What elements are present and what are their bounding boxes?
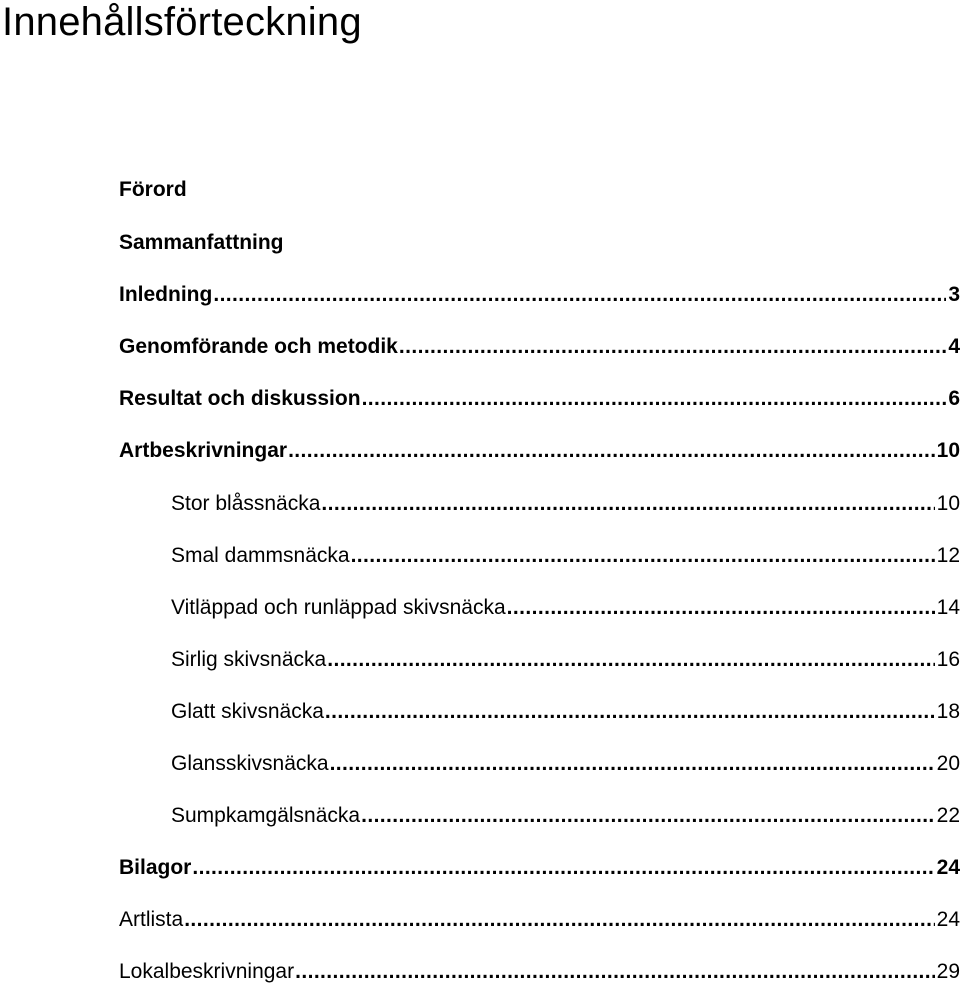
toc-entry-label: Sumpkamgälsnäcka	[171, 804, 361, 827]
toc-entry-label: Resultat och diskussion	[119, 387, 361, 410]
toc-entry-label: Glatt skivsnäcka	[171, 700, 324, 723]
toc-leader-dots	[351, 543, 935, 569]
toc-entry-vitlappad-skivsnacka[interactable]	[171, 595, 960, 621]
toc-entry-artbeskrivningar[interactable]	[119, 438, 960, 464]
toc-leader-dots	[288, 438, 935, 464]
toc-entry-label: Sammanfattning	[119, 231, 284, 254]
toc-page-number: 14	[936, 596, 960, 619]
toc-entry-resultat[interactable]	[119, 386, 960, 412]
toc-leader-dots	[213, 282, 946, 308]
toc-page-number: 10	[936, 492, 960, 515]
toc-leader-dots	[361, 803, 935, 829]
toc-page-number: 3	[948, 283, 960, 306]
toc-page-number: 4	[948, 335, 960, 358]
toc-page-number: 18	[936, 700, 960, 723]
toc-entry-label: Vitläppad och runläppad skivsnäcka	[171, 596, 506, 619]
toc-entry-label: Lokalbeskrivningar	[119, 960, 295, 983]
toc-entry-label: Glansskivsnäcka	[171, 752, 329, 775]
toc-leader-dots	[362, 386, 947, 412]
toc-leader-dots	[184, 907, 934, 933]
toc-page-number: 29	[936, 960, 960, 983]
toc-entry-sirlig-skivsnacka[interactable]	[171, 647, 960, 673]
toc-leader-dots	[325, 699, 935, 725]
toc-entry-label: Genomförande och metodik	[119, 335, 398, 358]
toc-entry-label: Smal dammsnäcka	[171, 544, 350, 567]
toc-entry-label: Förord	[119, 178, 187, 201]
toc-page-number: 24	[936, 908, 960, 931]
toc-page-number: 12	[936, 544, 960, 567]
toc-entry-bilagor[interactable]	[119, 855, 960, 881]
toc-page-number: 24	[936, 856, 960, 879]
toc-page-number: 10	[936, 439, 960, 462]
toc-entry-smal-dammsnacka[interactable]	[171, 543, 960, 569]
toc-entry-label: Bilagor	[119, 856, 192, 879]
toc-page-number: 16	[936, 648, 960, 671]
toc-entry-lokalbeskrivningar[interactable]	[119, 959, 960, 985]
toc-page-number: 6	[948, 387, 960, 410]
toc-page-number: 22	[936, 804, 960, 827]
toc-entry-label: Artlista	[119, 908, 184, 931]
toc-entry-artlista[interactable]	[119, 907, 960, 933]
toc-entry-inledning[interactable]	[119, 282, 960, 308]
toc-entry-glatt-skivsnacka[interactable]	[171, 699, 960, 725]
toc-entry-stor-blassnacka[interactable]	[171, 491, 960, 517]
toc-entry-sumpkamgalsnacka[interactable]	[171, 803, 960, 829]
toc-leader-dots	[327, 647, 934, 673]
toc-entry-sammanfattning[interactable]	[119, 230, 960, 256]
toc-entry-forord[interactable]	[119, 177, 960, 203]
toc-entry-label: Stor blåssnäcka	[171, 492, 321, 515]
toc-entry-label: Sirlig skivsnäcka	[171, 648, 327, 671]
toc-entry-label: Inledning	[119, 283, 213, 306]
toc-leader-dots	[321, 491, 934, 517]
toc-leader-dots	[399, 334, 946, 360]
toc-page-number: 20	[936, 752, 960, 775]
toc-leader-dots	[192, 855, 934, 881]
toc-leader-dots	[330, 751, 935, 777]
toc-leader-dots	[507, 595, 935, 621]
page-title: Innehållsförteckning	[2, 0, 362, 44]
toc-leader-dots	[295, 959, 935, 985]
toc-entry-genomforande[interactable]	[119, 334, 960, 360]
toc-entry-label: Artbeskrivningar	[119, 439, 288, 462]
toc-entry-glansskivsnacka[interactable]	[171, 751, 960, 777]
